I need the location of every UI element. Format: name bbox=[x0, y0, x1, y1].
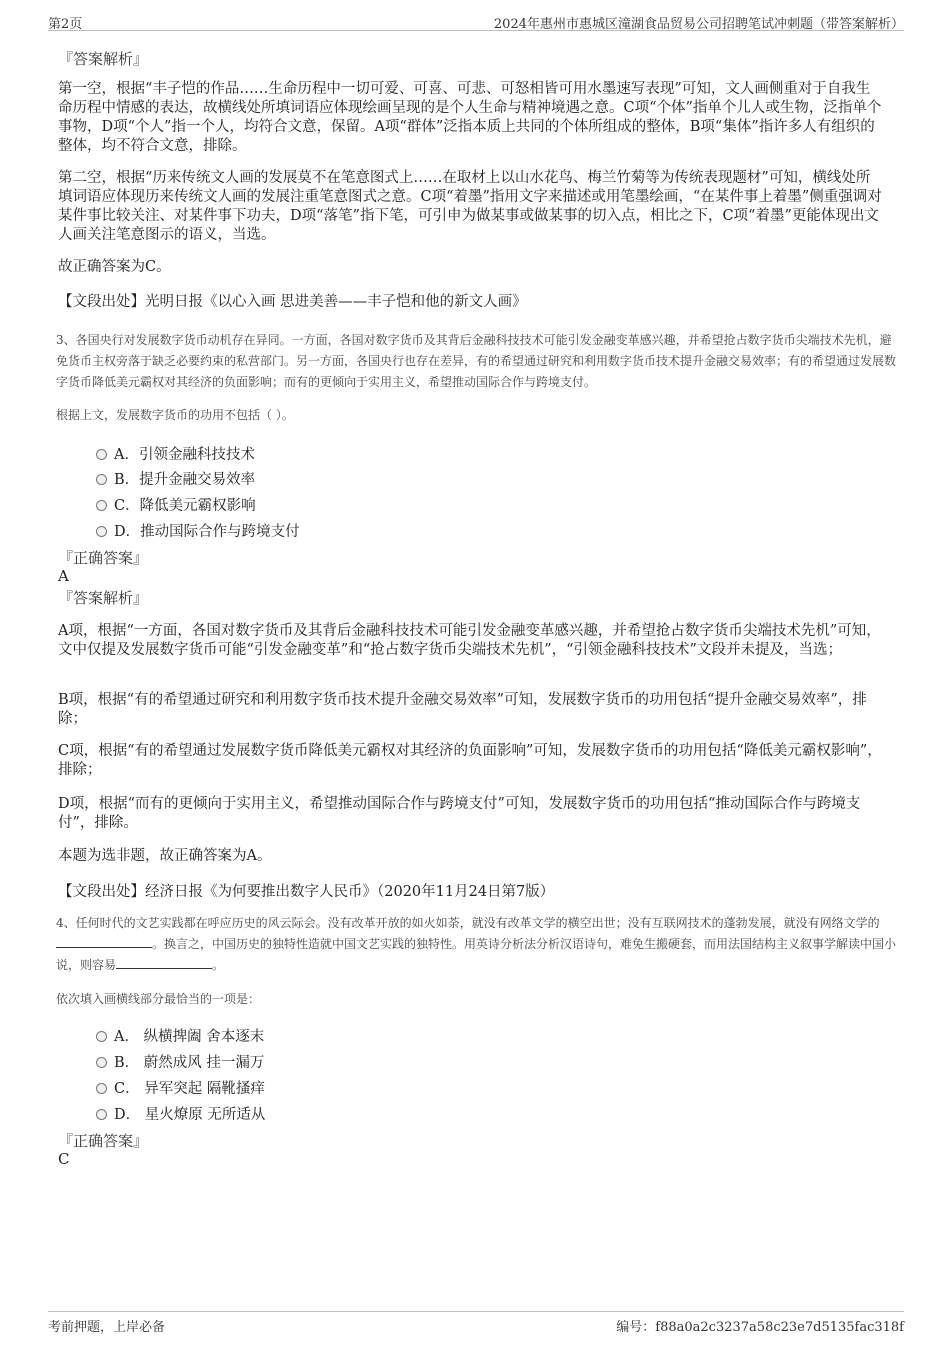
radio-icon[interactable] bbox=[96, 1031, 107, 1042]
q3-analysis-c: C项，根据“有的希望通过发展数字货币降低美元霸权对其经济的负面影响”可知，发展数字货币的功用包括“降低美元霸权影响”，排除； bbox=[58, 743, 882, 778]
option-key: D． bbox=[114, 524, 141, 540]
q3-analysis-d: D项，根据“而有的更倾向于实用主义，希望推动国际合作与跨境支付”可知，发展数字货币的功用包括“推动国际合作与跨境支付”，排除。 bbox=[58, 796, 861, 831]
option-text: 纵横捭阖 舍本逐末 bbox=[143, 1029, 265, 1045]
q3-analysis-a: A项，根据“一方面，各国对数字货币及其背后金融科技技术可能引发金融变革感兴趣，并希望抢占数字货币尖端技术先机”可知，文中仅提及发展数字货币可能“引发金融变革”和“抢占数字货币尖端技术先机”，“引领金融科技技术”文段并未提及，当选； bbox=[58, 623, 881, 658]
option-text: 星火燎原 无所适从 bbox=[144, 1107, 266, 1123]
q4-stem-part2: 。换言之，中国历史的独特性造就中国文艺实践的独特性。用英诗分析法分析汉语诗句，难免生搬硬套，而用法国结构主义叙事学解读中国小说，则容易 bbox=[56, 937, 897, 972]
page-footer bbox=[48, 1311, 904, 1336]
q4-correct-answer: C bbox=[58, 1150, 70, 1168]
q3-option-b[interactable] bbox=[96, 468, 255, 488]
option-text: 蔚然成风 挂一漏万 bbox=[143, 1055, 265, 1071]
option-text: 异军突起 隔靴搔痒 bbox=[144, 1081, 265, 1097]
radio-icon[interactable] bbox=[96, 1083, 107, 1094]
q3-correct-label: 『正确答案』 bbox=[58, 549, 149, 567]
q4-option-d[interactable] bbox=[96, 1103, 265, 1123]
q4-stem-part1: 4、任何时代的文艺实践都在呼应历史的风云际会。没有改革开放的如火如荼，就没有改革文学的横空出世；没有互联网技术的蓬勃发展，就没有网络文学的 bbox=[56, 916, 880, 930]
q3-analysis-label: 『答案解析』 bbox=[58, 589, 149, 607]
option-key: B． bbox=[114, 472, 140, 488]
option-text: 推动国际合作与跨境支付 bbox=[140, 524, 300, 540]
q4-stem-part3: 。 bbox=[212, 958, 225, 972]
q4-option-b[interactable] bbox=[96, 1051, 264, 1071]
footer-slogan: 考前押题，上岸必备 bbox=[48, 1320, 166, 1335]
option-key: B． bbox=[114, 1055, 140, 1071]
q2-source: 【文段出处】光明日报《以心入画 思进美善——丰子恺和他的新文人画》 bbox=[58, 294, 527, 310]
option-text: 提升金融交易效率 bbox=[139, 472, 256, 488]
page-header bbox=[48, 10, 904, 31]
option-key: C． bbox=[114, 498, 140, 514]
q4-question: 依次填入画横线部分最恰当的一项是： bbox=[56, 992, 261, 1006]
option-text: 引领金融科技技术 bbox=[138, 447, 255, 463]
option-key: C． bbox=[114, 1081, 140, 1097]
q4-option-a[interactable] bbox=[96, 1025, 264, 1045]
q2-analysis-p2: 第二空，根据“历来传统文人画的发展莫不在笔意图式上……在取材上以山水花鸟、梅兰竹菊等为传统表现题材”可知，横线处所填词语应体现历来传统文人画的发展注重笔意图式之意。C项“着墨”指用文字来描述或用笔墨绘画，“在某件事上着墨”侧重强调对某件事比较关注、对某件事下功夫，D项“落笔”指下笔，可引申为做某事或做某事的切入点，相比之下，C项“着墨”更能体现出文人画关注笔意图示的语义，当选。 bbox=[58, 170, 882, 243]
q2-conclusion: 故正确答案为C。 bbox=[58, 259, 171, 275]
q3-stem: 3、各国央行对发展数字货币动机存在异同。一方面，各国对数字货币及其背后金融科技技术可能引发金融变革感兴趣，并希望抢占数字货币尖端技术先机，避免货币主权旁落于缺乏必要约束的私营部门。另一方面，各国央行也存在差异，有的希望通过研究和利用数字货币技术提升金融交易效率；有的希望通过发展数字货币降低美元霸权对其经济的负面影响；而有的更倾向于实用主义，希望推动国际合作与跨境支付。 bbox=[56, 333, 897, 389]
q3-option-d[interactable] bbox=[96, 520, 300, 540]
radio-icon[interactable] bbox=[96, 449, 107, 460]
radio-icon[interactable] bbox=[96, 1057, 107, 1068]
q4-option-c[interactable] bbox=[96, 1077, 265, 1097]
option-text: 降低美元霸权影响 bbox=[139, 498, 256, 514]
q3-option-c[interactable] bbox=[96, 494, 256, 514]
q3-question: 根据上文，发展数字货币的功用不包括（ ）。 bbox=[56, 408, 294, 422]
option-key: A． bbox=[114, 1029, 139, 1045]
q2-analysis-p1: 第一空，根据“丰子恺的作品……生命历程中一切可爱、可喜、可悲、可怒相皆可用水墨速写表现”可知，文人画侧重对于自我生命历程中情感的表达，故横线处所填词语应体现绘画呈现的是个人生命与精神境遇之意。C项“个体”指单个儿人或生物，泛指单个事物，D项“个人”指一个人，均符合文意，保留。A项“群体”泛指本质上共同的个体所组成的整体，B项“集体”指许多人有组织的整体，均不符合文意，排除。 bbox=[58, 81, 882, 154]
q3-source: 【文段出处】经济日报《为何要推出数字人民币》（2020年11月24日第7版） bbox=[58, 884, 555, 900]
radio-icon[interactable] bbox=[96, 500, 107, 511]
page-number: 第2页 bbox=[48, 17, 83, 32]
q2-analysis-label: 『答案解析』 bbox=[58, 50, 149, 68]
option-key: A． bbox=[114, 447, 139, 463]
radio-icon[interactable] bbox=[96, 474, 107, 485]
q3-conclusion: 本题为选非题，故正确答案为A。 bbox=[58, 848, 272, 864]
q3-correct-answer: A bbox=[58, 567, 69, 585]
option-key: D． bbox=[114, 1107, 141, 1123]
fill-blank-1 bbox=[56, 935, 152, 948]
q3-analysis-b: B项，根据“有的希望通过研究和利用数字货币技术提升金融交易效率”可知，发展数字货币的功用包括“提升金融交易效率”，排除； bbox=[58, 692, 867, 727]
radio-icon[interactable] bbox=[96, 526, 107, 537]
fill-blank-2 bbox=[116, 956, 212, 969]
q3-option-a[interactable] bbox=[96, 443, 255, 463]
radio-icon[interactable] bbox=[96, 1109, 107, 1120]
document-title: 2024年惠州市惠城区潼湖食品贸易公司招聘笔试冲刺题（带答案解析） bbox=[493, 17, 904, 32]
q4-correct-label: 『正确答案』 bbox=[58, 1132, 149, 1150]
q4-stem bbox=[56, 913, 898, 976]
document-id: 编号：f88a0a2c3237a58c23e7d5135fac318f bbox=[616, 1320, 904, 1335]
